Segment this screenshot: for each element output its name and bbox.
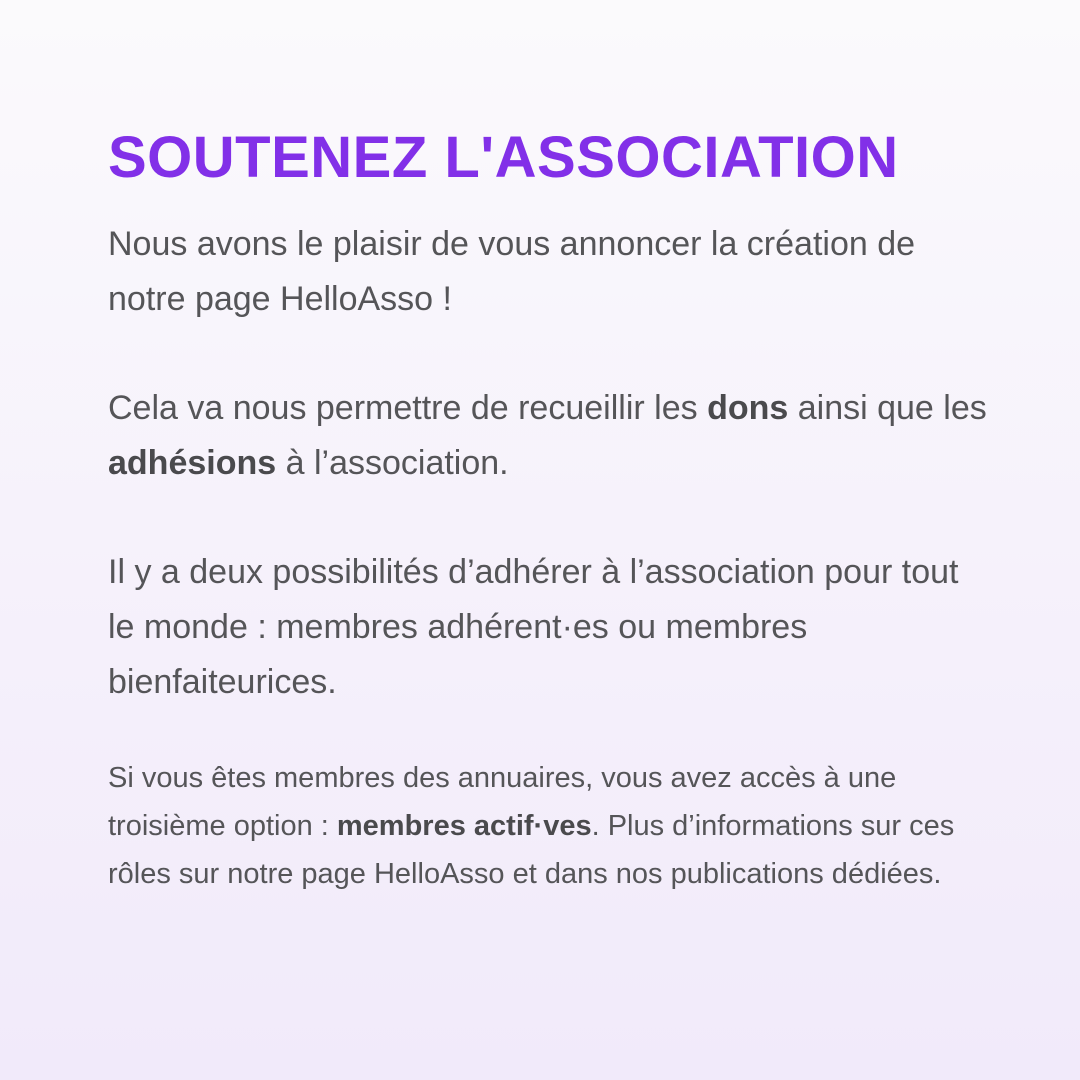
donations-text-c: ainsi que les (788, 389, 987, 427)
donations-text-e: à l’association. (276, 444, 509, 482)
donations-paragraph (108, 381, 988, 491)
directory-text-c: . Plus d’informations sur ces rôles sur notre page HelloAsso et dans nos publications dédiées. (108, 810, 955, 890)
membership-options-paragraph: Il y a deux possibilités d’adhérer à l’association pour tout le monde : membres adhérent·es ou membres bienfaiteurices. (108, 553, 959, 701)
intro-paragraph: Nous avons le plaisir de vous annoncer la création de notre page HelloAsso ! (108, 225, 916, 318)
active-members-highlight: membres actif·ves (336, 810, 592, 842)
post-card (108, 118, 988, 898)
post-title: SOUTENEZ L'ASSOCIATION (108, 125, 899, 190)
directory-members-paragraph (108, 754, 988, 898)
donations-text-a: Cela va nous permettre de recueillir les (108, 389, 708, 427)
donations-highlight: dons (707, 389, 789, 427)
memberships-highlight: adhésions (108, 444, 277, 482)
directory-text-a: Si vous êtes membres des annuaires, vous avez accès à une troisième option : (108, 762, 897, 842)
